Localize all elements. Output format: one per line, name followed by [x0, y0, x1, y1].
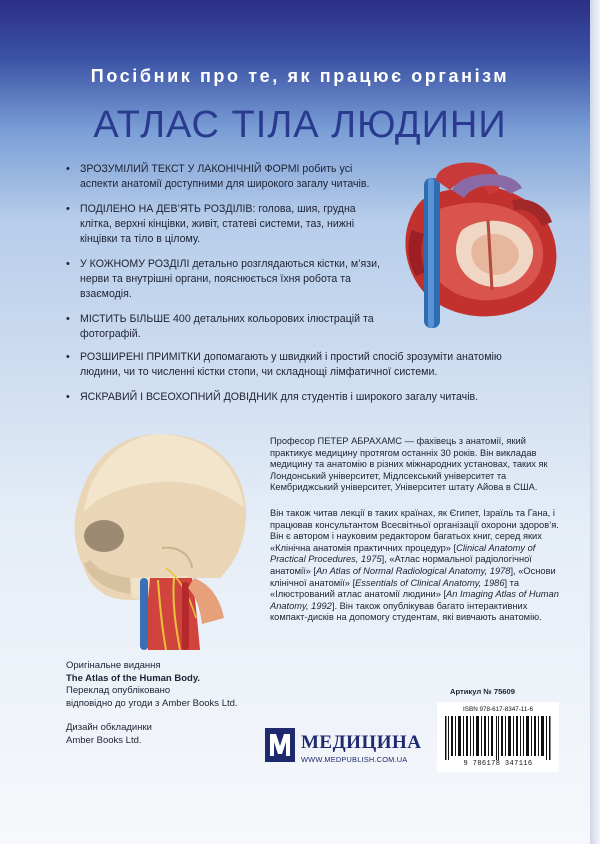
- feature-item: [66, 257, 386, 302]
- bio-text: ], «Атлас нормальної радіологічної анатомії» [: [270, 554, 532, 576]
- feature-item: [66, 202, 386, 247]
- book-title-original: Clinical Anatomy of Practical Procedures, 1975: [270, 542, 536, 565]
- book-title-original: Essentials of Clinical Anatomy, 1986: [355, 577, 505, 588]
- feature-item: [66, 312, 386, 342]
- bio-text: ], «Основи клінічної анатомії» [: [270, 565, 556, 588]
- skull-illustration: [70, 428, 250, 652]
- author-bio-paragraph: [270, 508, 560, 624]
- publisher-m-icon: [265, 728, 295, 762]
- bio-text: ]. Він також опублікував багато інтерактивних компакт-дисків на допомогу студентам, які вивчають анатомію.: [270, 600, 542, 623]
- feature-item: [66, 350, 540, 380]
- cover-title: АТЛАС ТІЛА ЛЮДИНИ: [93, 104, 507, 146]
- author-bio-paragraph: Професор ПЕТЕР АБРАХАМС — фахівець з анатомії, який практикує медицину протягом останніх 30 років. Він викладав медицину та анатомію в різних міжнародних установах, таких як Лондонський університет, Мідлсекський університет та Кембриджський університет, Університет штату Айова в США.: [270, 436, 548, 493]
- feature-item: [66, 162, 386, 192]
- translation-note: Переклад опубліковано: [66, 685, 171, 696]
- feature-text: детально розглядаються кістки, м’язи, нерви та внутрішні органи, пояснюється їхня робота та взаємодія.: [80, 258, 380, 300]
- isbn-text: ISBN 978-617-8347-11-6: [463, 706, 533, 713]
- feature-list: [66, 162, 386, 352]
- feature-lead: У КОЖНОМУ РОЗДІЛІ: [80, 258, 190, 270]
- feature-lead: ЯСКРАВИЙ І ВСЕОХОПНИЙ ДОВІДНИК: [80, 391, 278, 403]
- book-title-original: An Imaging Atlas of Human Anatomy, 1992: [270, 589, 559, 611]
- feature-text: для студентів і широкого загалу читачів.: [277, 391, 479, 403]
- feature-lead: РОЗШИРЕНІ ПРИМІТКИ: [80, 351, 201, 363]
- publisher-logo: [265, 728, 425, 768]
- publisher-url: WWW.MEDPUBLISH.COM.UA: [301, 755, 408, 764]
- cover-design-label: Дизайн обкладинки: [66, 722, 152, 733]
- feature-lead: ЗРОЗУМІЛИЙ ТЕКСТ У ЛАКОНІЧНІЙ ФОРМІ: [80, 163, 300, 175]
- feature-item: [66, 390, 540, 405]
- publisher-name: МЕДИЦИНА: [301, 732, 422, 753]
- bio-text: Він також читав лекції в таких країнах, як Єгипет, Ізраїль та Гана, і працював консультантом Всесвітньої організації охорони здоров’я. Він є автором і науковим редактором багатьох книг, серед яких «Клінічна анатомія практичних процедур» [: [270, 508, 559, 553]
- agreement-note: відповідно до угоди з Amber Books Ltd.: [66, 697, 238, 709]
- article-number: Артикул № 75609: [450, 687, 515, 696]
- feature-text: голова, шия, грудна клітка, верхні кінцівки, живіт, статеві системи, таз, нижні кінцівки та тіло в цілому.: [80, 203, 356, 245]
- heart-illustration: [392, 160, 564, 328]
- barcode-icon: [445, 716, 551, 760]
- feature-text: допомагають у швидкий і простий спосіб зрозуміти анатомію людини, чи то численні кістки стопи, чи складнощі лімфатичної системи.: [80, 351, 502, 378]
- feature-text: робить усі аспекти анатомії доступними для широкого загалу читачів.: [80, 163, 370, 190]
- barcode-number: 9 786178 347116: [463, 760, 533, 768]
- edition-info: [66, 660, 266, 747]
- feature-lead: МІСТИТЬ БІЛЬШЕ 400: [80, 313, 191, 325]
- book-title-original: An Atlas of Normal Radiological Anatomy, 1978: [315, 565, 511, 576]
- feature-lead: ПОДІЛЕНО НА ДЕВ’ЯТЬ РОЗДІЛІВ:: [80, 203, 256, 215]
- cover-design-credit: Amber Books Ltd.: [66, 734, 142, 746]
- edition-label: Оригінальне видання: [66, 660, 161, 671]
- cover-subtitle: Посібник про те, як працює організм: [90, 66, 510, 86]
- bio-text: ] та «Ілюстрований атлас анатомії людини» [: [270, 577, 519, 600]
- feature-text: детальних кольорових ілюстрацій та фотографій.: [80, 313, 374, 340]
- barcode-block: [437, 702, 559, 772]
- original-title: The Atlas of the Human Body.: [66, 672, 201, 684]
